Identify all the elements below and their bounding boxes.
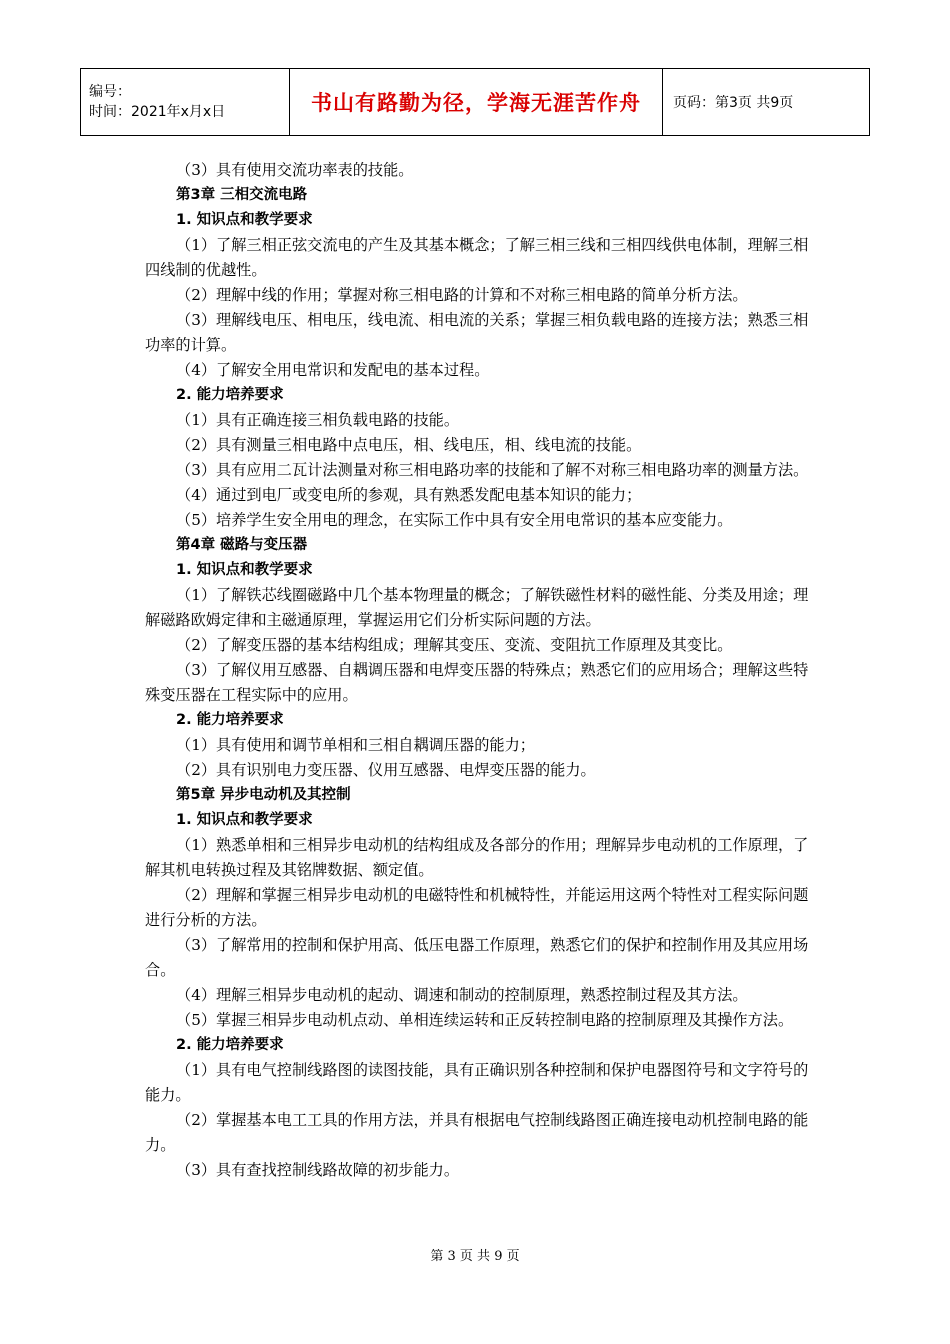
body-paragraph: （5）培养学生安全用电的理念，在实际工作中具有安全用电常识的基本应变能力。	[176, 511, 733, 529]
body-paragraph: （5）掌握三相异步电动机点动、单相连续运转和正反转控制电路的控制原理及其操作方法。	[176, 1011, 794, 1029]
section-heading: 2. 能力培养要求	[176, 1037, 284, 1053]
section-heading: 2. 能力培养要求	[176, 387, 284, 403]
body-paragraph: （3）具有查找控制线路故障的初步能力。	[176, 1161, 460, 1179]
chapter-heading: 第4章 磁路与变压器	[176, 537, 308, 553]
document-body	[145, 158, 815, 1183]
body-paragraph: （1）具有正确连接三相负载电路的技能。	[176, 411, 460, 429]
body-paragraph: （1）了解铁芯线圈磁路中几个基本物理量的概念；了解铁磁性材料的磁性能、分类及用途；理解磁路欧姆定律和主磁通原理，掌握运用它们分析实际问题的方法。	[145, 586, 809, 629]
section-heading: 1. 知识点和教学要求	[176, 812, 313, 828]
body-paragraph: （1）具有使用和调节单相和三相自耦调压器的能力；	[176, 736, 535, 754]
body-paragraph: （2）掌握基本电工工具的作用方法，并具有根据电气控制线路图正确连接电动机控制电路的能力。	[145, 1111, 809, 1154]
body-paragraph: （3）理解线电压、相电压，线电流、相电流的关系；掌握三相负载电路的连接方法；熟悉三相功率的计算。	[145, 311, 809, 354]
body-paragraph: （2）理解中线的作用；掌握对称三相电路的计算和不对称三相电路的简单分析方法。	[176, 286, 748, 304]
body-paragraph: （2）了解变压器的基本结构组成；理解其变压、变流、变阻抗工作原理及其变比。	[176, 636, 733, 654]
chapter-heading: 第3章 三相交流电路	[176, 187, 308, 203]
header-page-number: 页码：第3页 共9页	[663, 69, 870, 136]
body-paragraph: （3）了解仪用互感器、自耦调压器和电焊变压器的特殊点；熟悉它们的应用场合；理解这些特殊变压器在工程实际中的应用。	[145, 661, 809, 704]
page-footer: 第 3 页 共 9 页	[430, 1249, 520, 1264]
section-heading: 2. 能力培养要求	[176, 712, 284, 728]
body-paragraph: （2）具有测量三相电路中点电压，相、线电压，相、线电流的技能。	[176, 436, 642, 454]
header-meta	[81, 69, 290, 136]
chapter-heading: 第5章 异步电动机及其控制	[176, 787, 351, 803]
document-number-label: 编号：	[89, 84, 131, 100]
body-paragraph: （3）具有使用交流功率表的技能。	[176, 161, 414, 179]
body-paragraph: （2）理解和掌握三相异步电动机的电磁特性和机械特性，并能运用这两个特性对工程实际问题进行分析的方法。	[145, 886, 809, 929]
body-paragraph: （3）具有应用二瓦计法测量对称三相电路功率的技能和了解不对称三相电路功率的测量方法。	[176, 461, 809, 479]
header-motto: 书山有路勤为径，学海无涯苦作舟	[290, 69, 663, 136]
header-table	[80, 68, 870, 136]
body-paragraph: （1）了解三相正弦交流电的产生及其基本概念；了解三相三线和三相四线供电体制，理解三相四线制的优越性。	[145, 236, 809, 279]
body-paragraph: （1）具有电气控制线路图的读图技能，具有正确识别各种控制和保护电器图符号和文字符号的能力。	[145, 1061, 809, 1104]
section-heading: 1. 知识点和教学要求	[176, 562, 313, 578]
body-paragraph: （1）熟悉单相和三相异步电动机的结构组成及各部分的作用；理解异步电动机的工作原理，了解其机电转换过程及其铭牌数据、额定值。	[145, 836, 809, 879]
section-heading: 1. 知识点和教学要求	[176, 212, 313, 228]
body-paragraph: （4）通过到电厂或变电所的参观，具有熟悉发配电基本知识的能力；	[176, 486, 642, 504]
body-paragraph: （3）了解常用的控制和保护用高、低压电器工作原理，熟悉它们的保护和控制作用及其应用场合。	[145, 936, 809, 979]
body-paragraph: （4）了解安全用电常识和发配电的基本过程。	[176, 361, 490, 379]
body-paragraph: （2）具有识别电力变压器、仪用互感器、电焊变压器的能力。	[176, 761, 596, 779]
document-date: 时间：2021年x月x日	[89, 104, 226, 120]
body-paragraph: （4）理解三相异步电动机的起动、调速和制动的控制原理，熟悉控制过程及其方法。	[176, 986, 748, 1004]
